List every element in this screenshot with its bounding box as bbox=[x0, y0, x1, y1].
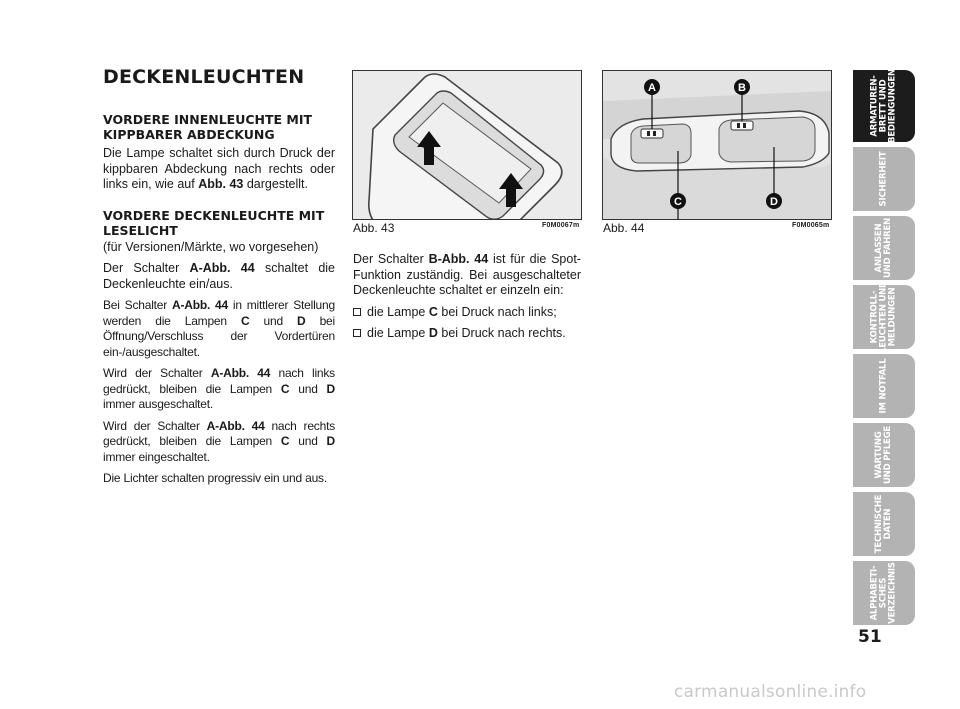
svg-text:C: C bbox=[674, 196, 682, 208]
section-heading-interior-light: VORDERE INNENLEUCHTE MIT KIPPBARER ABDECKUNG bbox=[103, 112, 313, 142]
checkbox-bullet-icon bbox=[353, 329, 361, 337]
page-number: 51 bbox=[858, 627, 882, 647]
paragraph-right-position: Wird der Schalter A-Abb. 44 nach rechts gedrückt, bleiben die Lampen C und D immer eingeschaltet. bbox=[103, 418, 336, 464]
reading-light-illustration bbox=[603, 71, 831, 219]
tab-wartung[interactable]: WARTUNG UND PFLEGE bbox=[853, 423, 915, 487]
label-b-marker bbox=[734, 79, 750, 95]
label-c-marker bbox=[670, 193, 686, 209]
tab-technische-daten[interactable]: TECHNISCHE DATEN bbox=[853, 492, 915, 556]
checkbox-bullet-icon bbox=[353, 308, 361, 316]
paragraph-spot-function: Der Schalter B-Abb. 44 ist für die Spot-Funktion zuständig. Bei ausgeschalteter Deckenleuchte schaltet er einzeln ein: bbox=[353, 252, 581, 297]
tab-im-notfall[interactable]: IM NOTFALL bbox=[853, 354, 915, 418]
list-item: die Lampe D bei Druck nach rechts. bbox=[353, 326, 581, 342]
figure-43-interior-light bbox=[352, 70, 582, 220]
chapter-tabs bbox=[853, 70, 915, 630]
tab-anlassen[interactable]: ANLASSEN UND FAHREN bbox=[853, 216, 915, 280]
list-item: die Lampe C bei Druck nach links; bbox=[353, 305, 581, 321]
svg-text:B: B bbox=[738, 82, 746, 94]
tab-sicherheit[interactable]: SICHERHEIT bbox=[853, 147, 915, 211]
paragraph-middle-position: Bei Schalter A-Abb. 44 in mittlerer Stellung werden die Lampen C und D bei Öffnung/Verschluss der Vordertüren ein-/ausgeschaltet. bbox=[103, 298, 335, 359]
page-title: DECKENLEUCHTEN bbox=[103, 66, 305, 88]
ceiling-light-tilt-cover-illustration bbox=[353, 71, 581, 219]
watermark: carmanualsonline.info bbox=[674, 682, 867, 702]
svg-text:D: D bbox=[770, 196, 778, 208]
paragraph-switch-a: Der Schalter A-Abb. 44 schaltet die Deckenleuchte ein/aus. bbox=[103, 261, 335, 291]
figure-44-caption: Abb. 44 bbox=[603, 221, 645, 235]
label-d-marker bbox=[766, 193, 782, 209]
label-a-marker bbox=[644, 79, 660, 95]
figure-43-code: F0M0067m bbox=[542, 222, 580, 229]
availability-note: (für Versionen/Märkte, wo vorgesehen) bbox=[103, 239, 319, 254]
tab-verzeichnis[interactable]: ALPHABETI- SCHES VERZEICHNIS bbox=[853, 561, 915, 625]
text-column-left bbox=[103, 66, 335, 493]
figure-44-code: F0M0065m bbox=[792, 222, 830, 229]
figure-reference: Abb. 43 bbox=[198, 177, 244, 191]
paragraph-interior-light: Die Lampe schaltet sich durch Druck der kippbaren Abdeckung nach rechts oder links ein, wie auf Abb. 43 dargestellt. bbox=[103, 146, 335, 191]
text-column-middle bbox=[353, 252, 581, 342]
figure-44-reading-light bbox=[602, 70, 832, 220]
figure-43-caption: Abb. 43 bbox=[353, 221, 395, 235]
tab-armaturenbrett[interactable]: ARMATUREN- BRETT UND BEDIENGUNGEN bbox=[853, 70, 915, 142]
tab-kontrollleuchten[interactable]: KONTROLL- LEUCHTEN UND MELDUNGEN bbox=[853, 285, 915, 349]
paragraph-left-position: Wird der Schalter A-Abb. 44 nach links gedrückt, bleiben die Lampen C und D immer ausgeschaltet. bbox=[103, 366, 336, 411]
svg-text:A: A bbox=[648, 82, 656, 94]
paragraph-progressive: Die Lichter schalten progressiv ein und aus. bbox=[103, 471, 327, 485]
section-heading-reading-light: VORDERE DECKENLEUCHTE MIT LESELICHT bbox=[103, 207, 325, 238]
